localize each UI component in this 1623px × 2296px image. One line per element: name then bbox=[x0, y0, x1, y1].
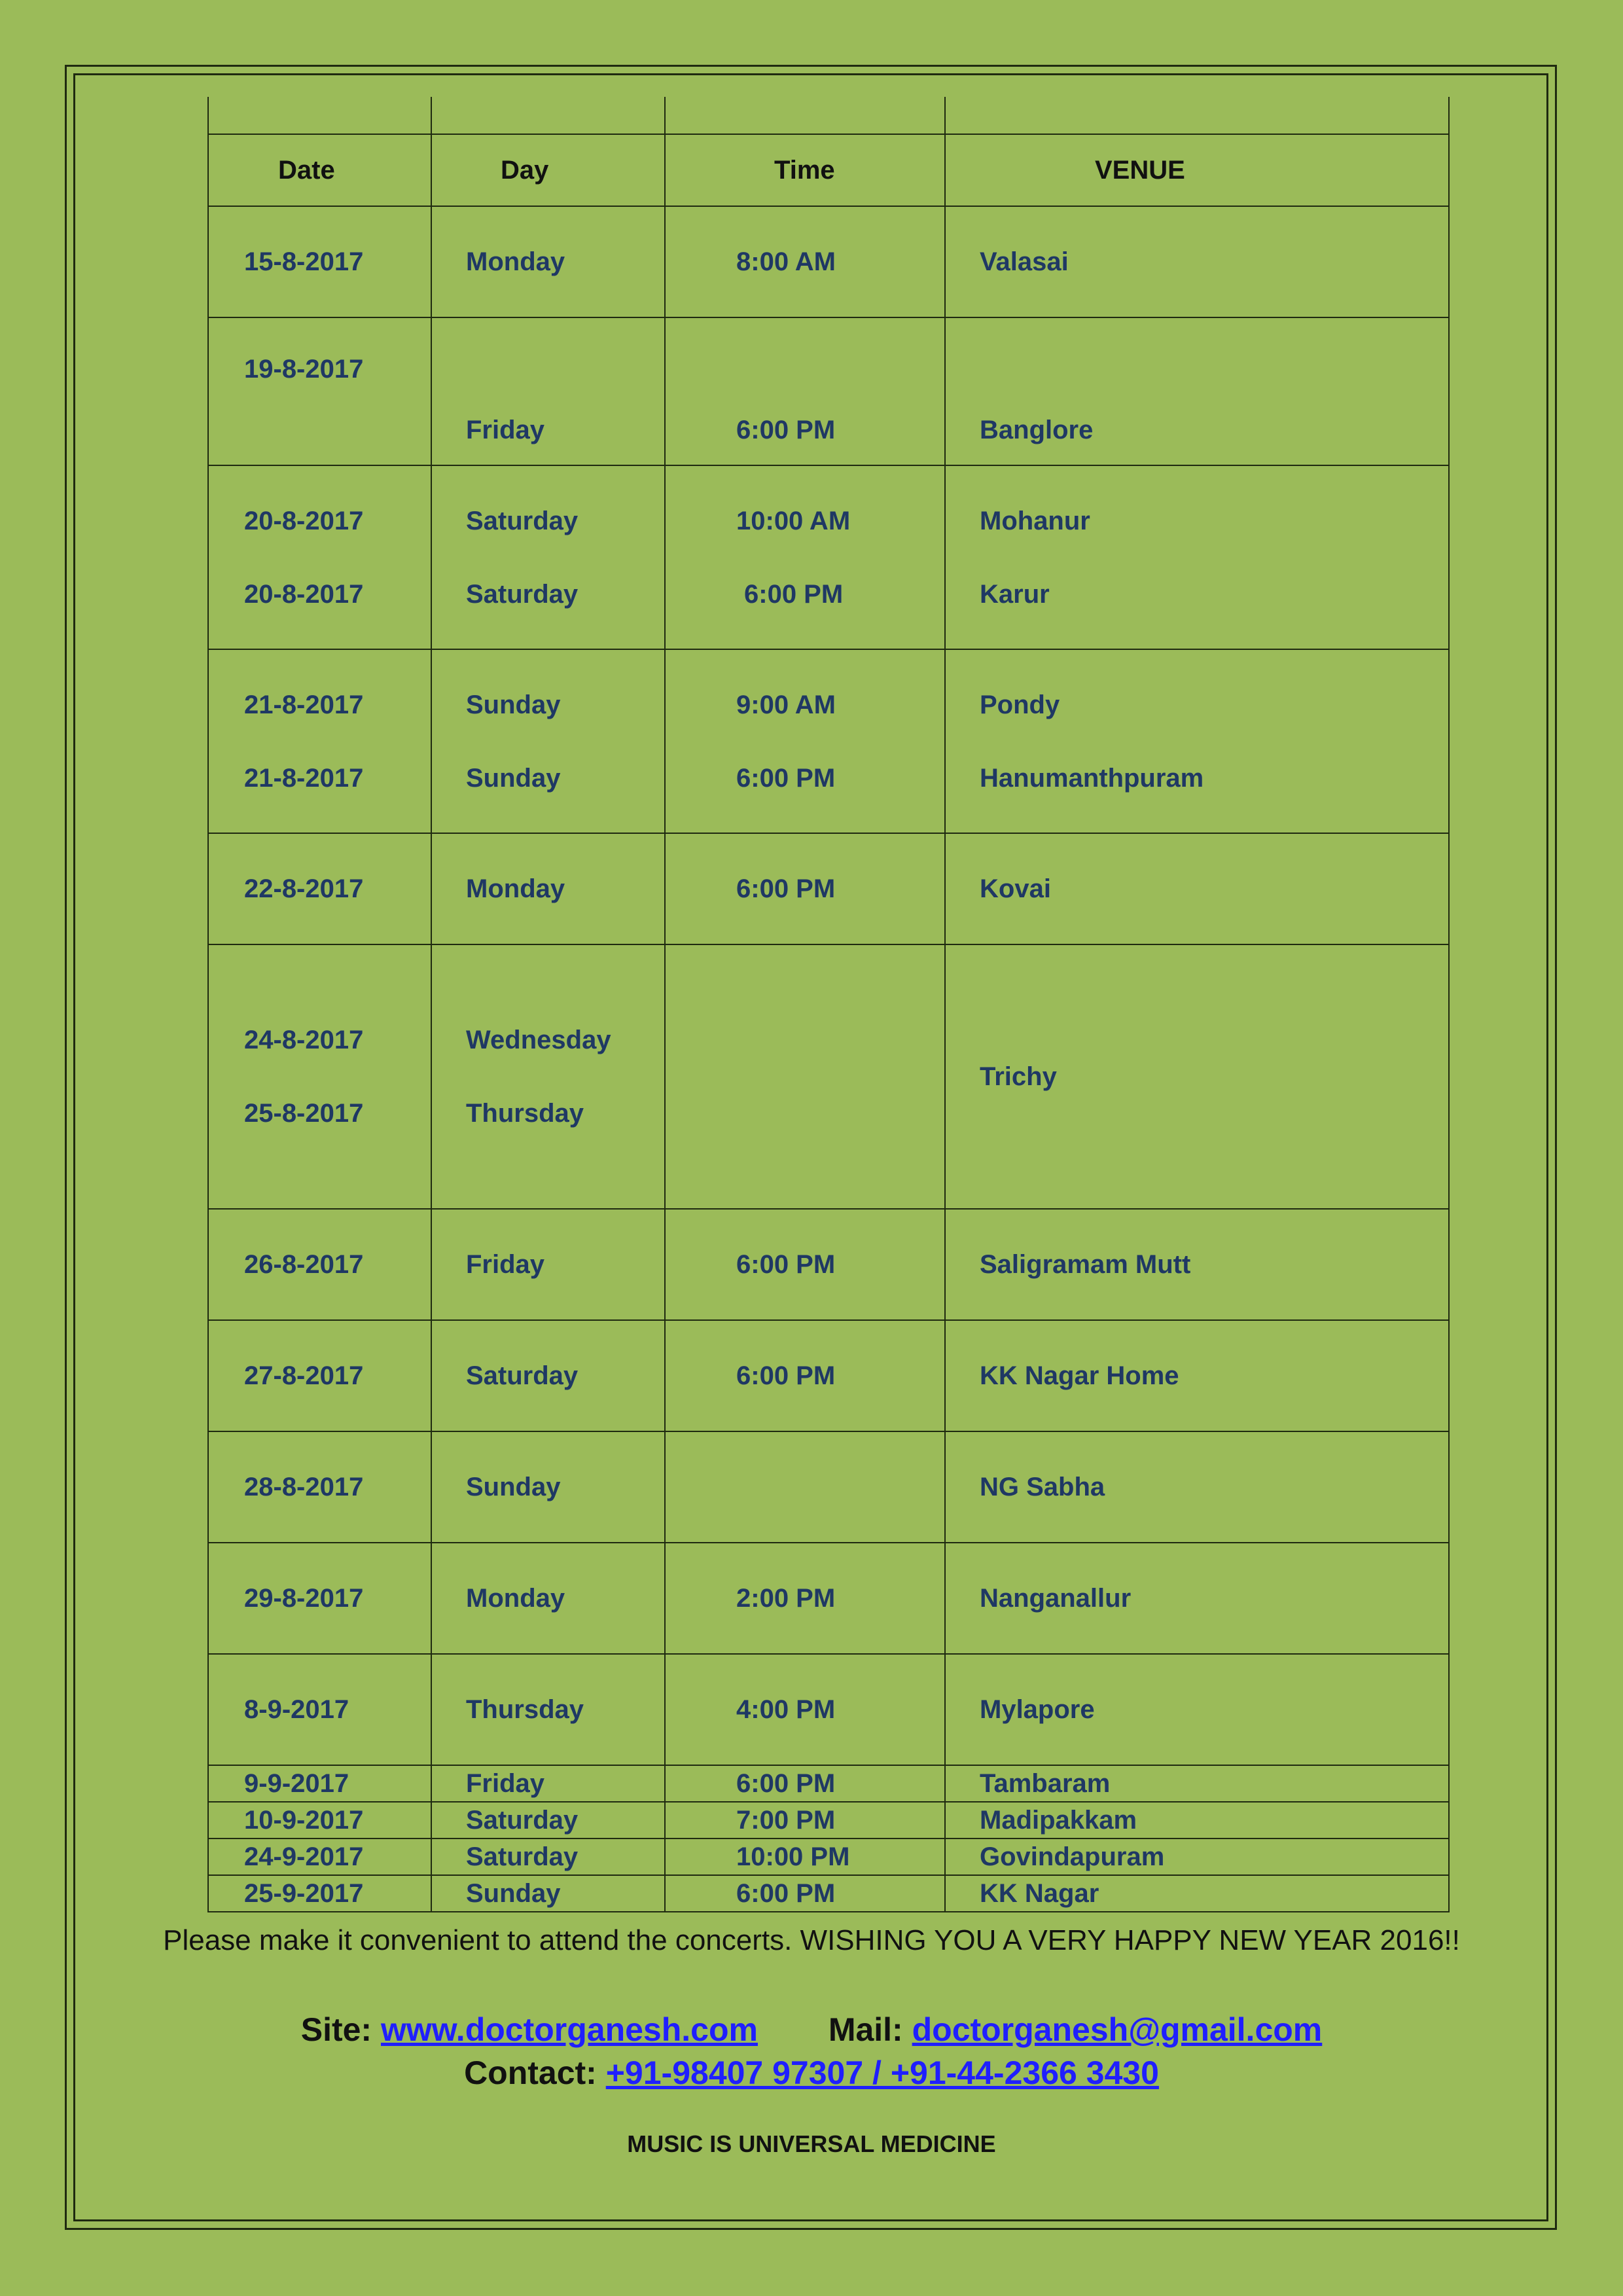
site-link[interactable]: www.doctorganesh.com bbox=[380, 2011, 758, 2048]
cell-day: Friday bbox=[466, 1249, 545, 1279]
cell-venue: Tambaram bbox=[980, 1768, 1111, 1798]
cell-day: Thursday bbox=[466, 1695, 584, 1724]
header-time: Time bbox=[665, 134, 945, 206]
cell-day: Monday bbox=[466, 247, 565, 276]
cell-venue: Govindapuram bbox=[980, 1842, 1165, 1871]
cell-date: 25-8-2017 bbox=[244, 1099, 364, 1128]
cell-time: 6:00 PM bbox=[736, 763, 836, 793]
cell-day: Friday bbox=[466, 416, 545, 444]
table-row bbox=[208, 206, 1449, 317]
cell-time: 10:00 PM bbox=[736, 1842, 850, 1871]
cell-day: Saturday bbox=[466, 506, 579, 535]
cell-day: Sunday bbox=[466, 690, 561, 719]
cell-date: 27-8-2017 bbox=[244, 1361, 364, 1390]
cell-venue: Valasai bbox=[980, 247, 1069, 276]
mail-link[interactable]: doctorganesh@gmail.com bbox=[912, 2011, 1323, 2048]
phone-label: Contact: bbox=[464, 2054, 597, 2091]
cell-date: 22-8-2017 bbox=[244, 874, 364, 903]
cell-date: 20-8-2017 bbox=[244, 506, 364, 535]
table-row bbox=[208, 317, 1449, 465]
table-row bbox=[208, 1320, 1449, 1431]
cell-venue: Hanumanthpuram bbox=[980, 763, 1204, 793]
cell-venue: Mylapore bbox=[980, 1695, 1095, 1724]
cell-date: 29-8-2017 bbox=[244, 1583, 364, 1613]
table-row-group bbox=[208, 944, 1449, 1209]
cell-time: 7:00 PM bbox=[736, 1805, 836, 1835]
cell-date: 19-8-2017 bbox=[244, 355, 364, 384]
cell-date: 25-9-2017 bbox=[244, 1878, 364, 1908]
cell-time: 6:00 PM bbox=[736, 1249, 836, 1279]
cell-venue: Karur bbox=[980, 579, 1050, 609]
mail-label: Mail: bbox=[828, 2011, 903, 2048]
cell-day: Saturday bbox=[466, 1361, 579, 1390]
motto: MUSIC IS UNIVERSAL MEDICINE bbox=[627, 2130, 996, 2157]
cell-venue: Trichy bbox=[980, 1062, 1057, 1091]
cell-time: 8:00 AM bbox=[736, 247, 836, 276]
cell-venue: Kovai bbox=[980, 874, 1051, 903]
cell-time: 6:00 PM bbox=[736, 1878, 836, 1908]
cell-date: 24-8-2017 bbox=[244, 1026, 364, 1054]
cell-day: Sunday bbox=[466, 763, 561, 793]
cell-day: Friday bbox=[466, 1768, 545, 1798]
cell-day: Saturday bbox=[466, 1842, 579, 1871]
cell-venue: KK Nagar Home bbox=[980, 1361, 1179, 1390]
table-row bbox=[208, 833, 1449, 944]
table-row bbox=[208, 1209, 1449, 1320]
cell-date: 28-8-2017 bbox=[244, 1472, 364, 1501]
cell-time: 4:00 PM bbox=[736, 1695, 836, 1724]
table-row bbox=[208, 1765, 1449, 1802]
cell-day: Wednesday bbox=[466, 1026, 611, 1054]
cell-time: 10:00 AM bbox=[736, 506, 851, 535]
cell-venue: Pondy bbox=[980, 690, 1060, 719]
cell-day: Thursday bbox=[466, 1099, 584, 1128]
cell-date: 15-8-2017 bbox=[244, 247, 364, 276]
cell-venue: Saligramam Mutt bbox=[980, 1249, 1191, 1279]
cell-day: Sunday bbox=[466, 1878, 561, 1908]
table-row-group bbox=[208, 649, 1449, 833]
phone-line bbox=[0, 2054, 1623, 2092]
header-venue: VENUE bbox=[945, 134, 1449, 206]
cell-date: 20-8-2017 bbox=[244, 579, 364, 609]
table-row bbox=[208, 1654, 1449, 1765]
cell-date: 10-9-2017 bbox=[244, 1805, 364, 1835]
cell-day: Monday bbox=[466, 874, 565, 903]
table-row bbox=[208, 1802, 1449, 1839]
cell-time: 6:00 PM bbox=[736, 874, 836, 903]
cell-day: Monday bbox=[466, 1583, 565, 1613]
site-mail-line bbox=[0, 2011, 1623, 2049]
table-top-spacer-row bbox=[208, 97, 1449, 134]
cell-venue: NG Sabha bbox=[980, 1472, 1105, 1501]
table-header-row bbox=[208, 134, 1449, 206]
cell-time: 9:00 AM bbox=[736, 690, 836, 719]
cell-time: 6:00 PM bbox=[736, 1361, 836, 1390]
cell-day: Sunday bbox=[466, 1472, 561, 1501]
concert-notice: Please make it convenient to attend the concerts. WISHING YOU A VERY HAPPY NEW YEAR 2016!! bbox=[163, 1924, 1460, 1956]
cell-date: 8-9-2017 bbox=[244, 1695, 349, 1724]
concert-schedule-table bbox=[207, 97, 1450, 1912]
table-row bbox=[208, 1431, 1449, 1543]
cell-time: 2:00 PM bbox=[736, 1583, 836, 1613]
table-row-group bbox=[208, 465, 1449, 649]
cell-date: 24-9-2017 bbox=[244, 1842, 364, 1871]
cell-date: 21-8-2017 bbox=[244, 690, 364, 719]
header-date: Date bbox=[208, 134, 431, 206]
cell-venue: Madipakkam bbox=[980, 1805, 1137, 1835]
cell-day: Saturday bbox=[466, 579, 579, 609]
cell-date: 9-9-2017 bbox=[244, 1768, 349, 1798]
cell-venue: Mohanur bbox=[980, 506, 1090, 535]
table-row bbox=[208, 1875, 1449, 1912]
cell-time: 6:00 PM bbox=[736, 1768, 836, 1798]
header-day: Day bbox=[431, 134, 665, 206]
cell-venue: Banglore bbox=[980, 416, 1094, 444]
table-row bbox=[208, 1543, 1449, 1654]
phone-link[interactable]: +91-98407 97307 / +91-44-2366 3430 bbox=[605, 2054, 1159, 2091]
cell-venue: Nanganallur bbox=[980, 1583, 1132, 1613]
cell-venue: KK Nagar bbox=[980, 1878, 1099, 1908]
cell-day: Saturday bbox=[466, 1805, 579, 1835]
site-label: Site: bbox=[300, 2011, 372, 2048]
cell-time: 6:00 PM bbox=[744, 579, 844, 609]
cell-time: 6:00 PM bbox=[736, 416, 836, 444]
cell-date: 26-8-2017 bbox=[244, 1249, 364, 1279]
table-row bbox=[208, 1839, 1449, 1875]
cell-date: 21-8-2017 bbox=[244, 763, 364, 793]
